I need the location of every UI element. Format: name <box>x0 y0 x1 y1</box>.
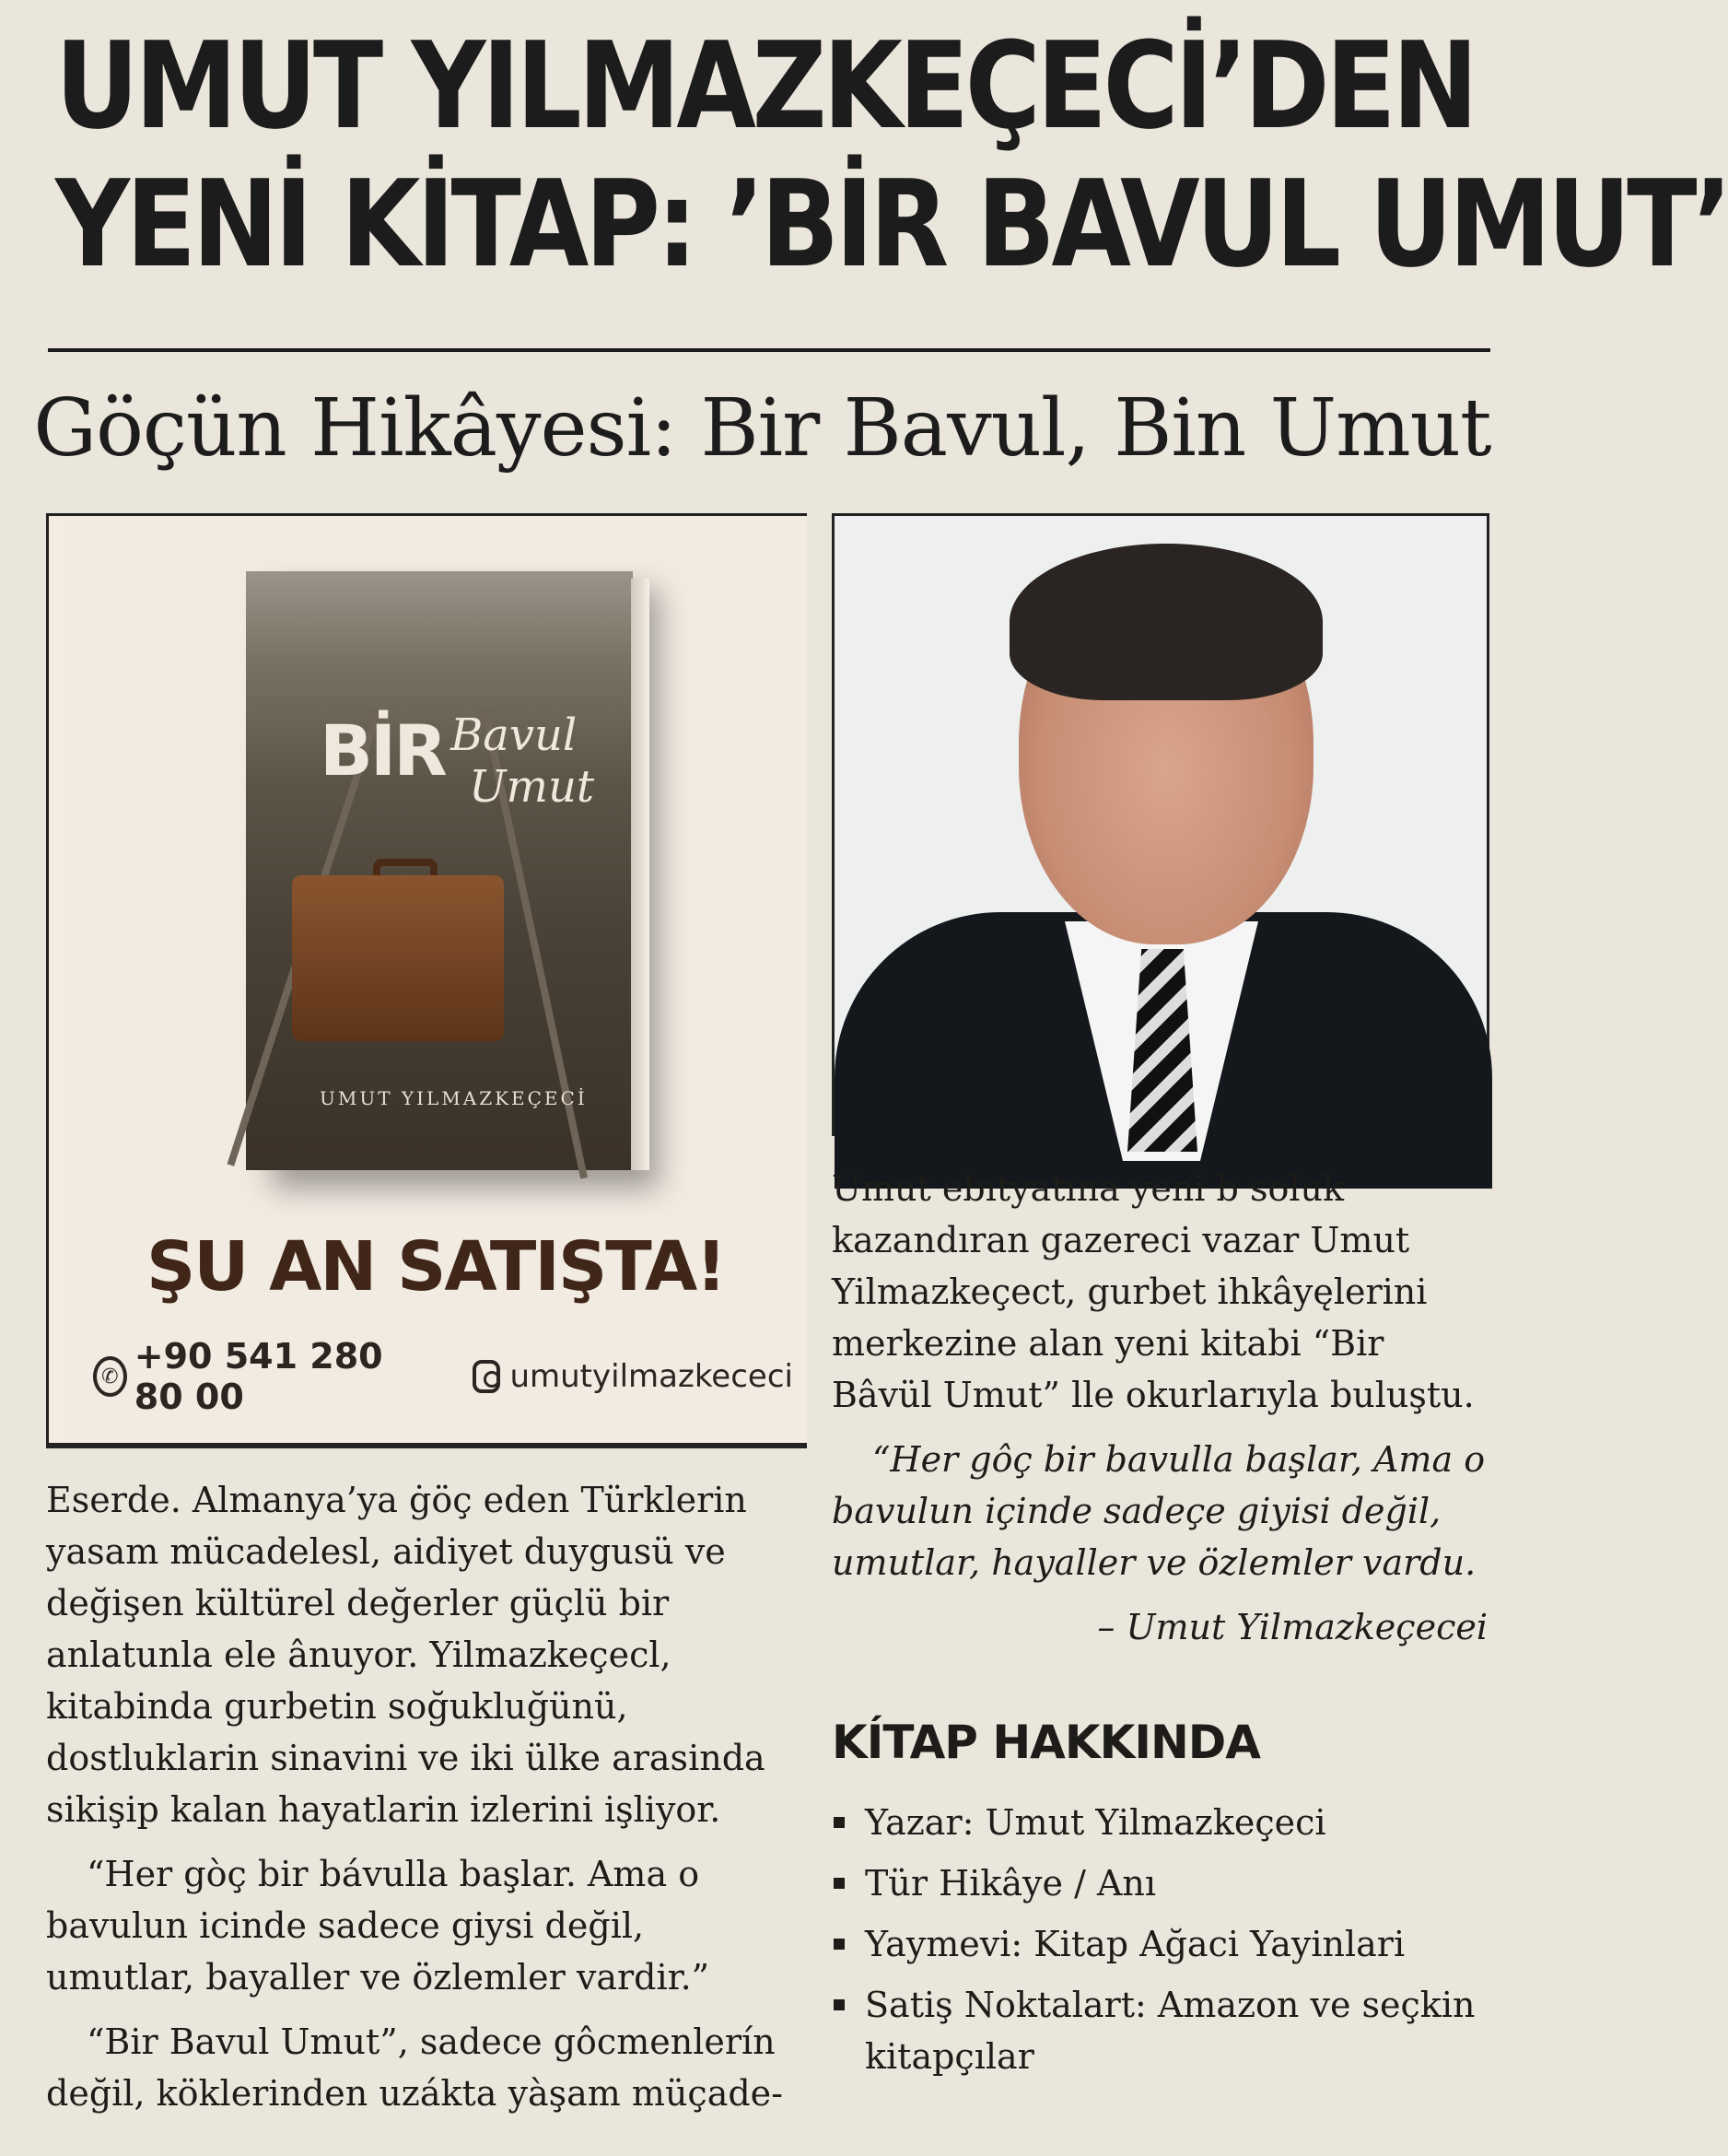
book-info-item: Yazar: Umut Yilmazkeçeci <box>832 1797 1495 1848</box>
book-title-script <box>450 709 594 813</box>
author-photo <box>832 513 1489 1136</box>
book-cover <box>246 571 633 1170</box>
subheadline: Göçün Hikâyesi: Bir Bavul, Bin Umut <box>33 382 1491 475</box>
photo-hair <box>1010 544 1323 700</box>
instagram-handle[interactable]: umutyilmazkececi <box>509 1358 793 1395</box>
headline-line-1: UMUT YILMAZKEÇECİ’DEN <box>55 16 1475 156</box>
instagram-icon <box>473 1360 500 1393</box>
book-title-bold: BİR <box>320 709 445 791</box>
book-author: UMUT YILMAZKEÇECİ <box>320 1087 588 1109</box>
quote-attribution: – Umut Yilmazkeçecei <box>1097 1607 1488 1647</box>
headline-line-2: YENİ KİTAP: ’BİR BAVUL UMUT’ <box>55 154 1728 294</box>
body-paragraph-3: “Bir Bavul Umut”, sadece gôcmenlerín değil, köklerinden uzákta yàşam müçade- <box>46 2021 784 2114</box>
book-info-item: Yaymevi: Kitap Ağaci Yayinlari <box>832 1918 1495 1970</box>
book-info-heading: KÍTAP HAKKINDA <box>832 1716 1261 1769</box>
headline <box>55 16 1728 294</box>
divider <box>48 348 1490 352</box>
contact-row <box>93 1336 793 1417</box>
book-page-edge <box>631 579 649 1170</box>
book-info-item: Satiş Noktalart: Amazon ve seçkin kitapçılar <box>832 1979 1495 2082</box>
book-info-item: Tür Hikâye / Anı <box>832 1857 1495 1909</box>
suitcase-icon <box>292 875 504 1041</box>
body-paragraph-2: “Her gòç bir bávulla başlar. Ama o bavulun icinde sadece giysi değil, umutlar, bayaller ve özlemler vardir.” <box>46 1854 710 1998</box>
book-ad-panel <box>65 516 806 1437</box>
phone-number[interactable]: +90 541 280 80 00 <box>134 1336 383 1417</box>
book-info-list <box>832 1797 1495 2092</box>
pull-quote: “Her gôç bir bavulla başlar, Ama o bavulun içinde sadeçe giyisi değil, umutlar, hayaller ve özlemler vardu. <box>832 1439 1486 1583</box>
intro-paragraph: Umut ebıtyatına yeni b soluk kazandıran gazereci vazar Umut Yilmazkeçect, gurbet ihkâyęlerini merkezine alan yeni kitabi “Bir Bâvül Umut” lle okurlarıyla buluştu. <box>832 1168 1475 1415</box>
book-title-script-1: Bavul <box>450 709 578 761</box>
body-paragraph-1: Eserde. Almanya’ya ġöç eden Türklerin yasam mücadelesl, aidiyet duygusü ve değişen kültürel değerler güçlü bir anlatunla ele ânuyor. Yilmazkeçecl, kitabinda gurbetin soğukluğünü, dostluklarin sinavini ve iki ülke arasinda sikişip kalan hayatlarin izlerini işliyor. <box>46 1480 765 1830</box>
sale-banner: ŞU AN SATIŞTA! <box>146 1227 725 1306</box>
left-column <box>46 1474 792 2132</box>
right-column <box>832 1163 1495 1666</box>
whatsapp-icon: ✆ <box>93 1356 127 1397</box>
book-title-script-2: Umut <box>469 761 595 813</box>
book-ad <box>46 513 807 1448</box>
